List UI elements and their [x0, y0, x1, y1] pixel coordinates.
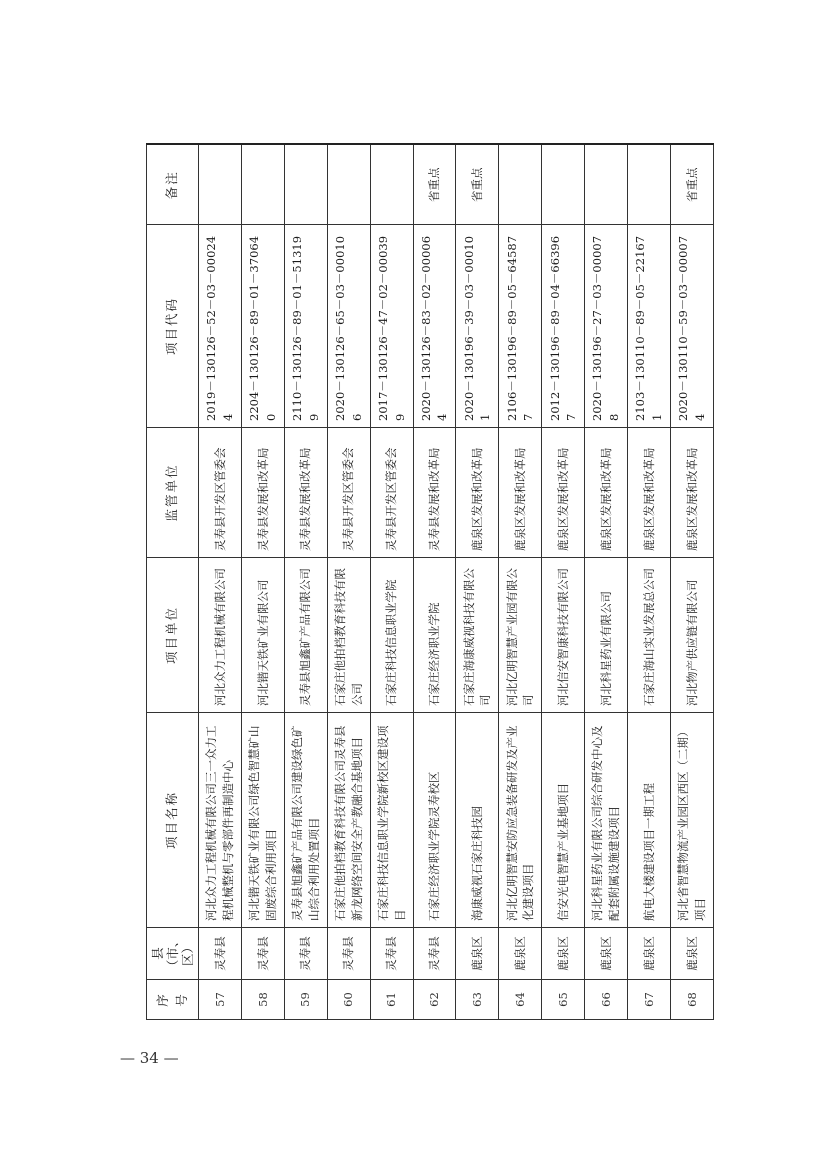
- cell-project-unit: 河北信安智康科技有限公司: [542, 558, 585, 713]
- cell-county: 灵寿县: [199, 928, 242, 980]
- table-row: [327, 145, 370, 1020]
- cell-supervisor: 灵寿县发展和改革局: [241, 428, 284, 558]
- header-seq: 序号: [147, 980, 199, 1020]
- cell-project-unit: 河北众力工程机械有限公司: [199, 558, 242, 713]
- cell-project-name: 河北众力工程机械有限公司三一众力工程机械整机与零部件再制造中心: [199, 713, 242, 928]
- cell-project-unit: 灵寿县旭鑫矿产品有限公司: [284, 558, 327, 713]
- cell-county: 灵寿县: [413, 928, 456, 980]
- table-row: [199, 145, 242, 1020]
- cell-supervisor: 鹿泉区发展和改革局: [628, 428, 671, 558]
- table-row: [499, 145, 542, 1020]
- cell-project-unit: 河北科星药业有限公司: [585, 558, 628, 713]
- cell-remark: [199, 145, 242, 225]
- cell-seq: 64: [499, 980, 542, 1020]
- cell-seq: 57: [199, 980, 242, 1020]
- cell-seq: 66: [585, 980, 628, 1020]
- rotated-table-container: [146, 145, 714, 1020]
- cell-project-code: 2017－130126－47－02－000399: [370, 225, 413, 428]
- cell-project-code: 2106－130196－89－05－645877: [499, 225, 542, 428]
- cell-project-name: 河北锴天铁矿业有限公司绿色智慧矿山固废综合利用项目: [241, 713, 284, 928]
- cell-project-name: 海康威视石家庄科技园: [456, 713, 499, 928]
- page-number: — 34 —: [120, 1049, 179, 1067]
- cell-seq: 61: [370, 980, 413, 1020]
- cell-remark: [241, 145, 284, 225]
- cell-project-code: 2204－130126－89－01－370640: [241, 225, 284, 428]
- header-unit: 项目单位: [147, 558, 199, 713]
- cell-remark: [585, 145, 628, 225]
- cell-remark: [499, 145, 542, 225]
- table-row: [670, 145, 713, 1020]
- cell-supervisor: 鹿泉区发展和改革局: [542, 428, 585, 558]
- cell-supervisor: 鹿泉区发展和改革局: [585, 428, 628, 558]
- cell-seq: 65: [542, 980, 585, 1020]
- cell-supervisor: 灵寿县开发区管委会: [199, 428, 242, 558]
- cell-project-code: 2012－130196－89－04－663967: [542, 225, 585, 428]
- table-row: [413, 145, 456, 1020]
- cell-county: 鹿泉区: [628, 928, 671, 980]
- cell-project-name: 灵寿县旭鑫矿产品有限公司建设绿色矿山综合利用处置项目: [284, 713, 327, 928]
- cell-county: 灵寿县: [241, 928, 284, 980]
- cell-project-unit: 石家庄海康威视科技有限公司: [456, 558, 499, 713]
- header-name: 项目名称: [147, 713, 199, 928]
- cell-project-unit: 河北亿明智慧产业园有限公司: [499, 558, 542, 713]
- cell-remark: [370, 145, 413, 225]
- cell-project-unit: 石家庄科技信息职业学院: [370, 558, 413, 713]
- table-row: [456, 145, 499, 1020]
- cell-seq: 58: [241, 980, 284, 1020]
- header-county: 县 （市、区）: [147, 928, 199, 980]
- cell-seq: 62: [413, 980, 456, 1020]
- table-row: [241, 145, 284, 1020]
- header-supervisor: 监管单位: [147, 428, 199, 558]
- cell-seq: 67: [628, 980, 671, 1020]
- cell-supervisor: 鹿泉区发展和改革局: [456, 428, 499, 558]
- table-row: [370, 145, 413, 1020]
- cell-supervisor: 灵寿县发展和改革局: [284, 428, 327, 558]
- cell-project-unit: 石家庄他拍档教育科技有限公司: [327, 558, 370, 713]
- cell-supervisor: 灵寿县开发区管委会: [370, 428, 413, 558]
- cell-project-name: 石家庄他拍档教育科技有限公司灵寿县新龙网络空间安全产教融合基地项目: [327, 713, 370, 928]
- cell-project-code: 2020－130196－39－03－000101: [456, 225, 499, 428]
- cell-remark: [327, 145, 370, 225]
- table-row: [542, 145, 585, 1020]
- table-row: [585, 145, 628, 1020]
- header-code: 项目代码: [147, 225, 199, 428]
- cell-county: 鹿泉区: [670, 928, 713, 980]
- cell-seq: 60: [327, 980, 370, 1020]
- cell-county: 灵寿县: [327, 928, 370, 980]
- cell-seq: 59: [284, 980, 327, 1020]
- cell-project-name: 航电大楼建设项目一期工程: [628, 713, 671, 928]
- table-row: [284, 145, 327, 1020]
- cell-county: 鹿泉区: [499, 928, 542, 980]
- cell-supervisor: 灵寿县开发区管委会: [327, 428, 370, 558]
- cell-project-code: 2103－130110－89－05－221671: [628, 225, 671, 428]
- cell-project-code: 2019－130126－52－03－000244: [199, 225, 242, 428]
- cell-project-unit: 河北锴天铁矿业有限公司: [241, 558, 284, 713]
- cell-project-code: 2020－130126－83－02－000064: [413, 225, 456, 428]
- cell-remark: 省重点: [670, 145, 713, 225]
- cell-county: 鹿泉区: [542, 928, 585, 980]
- cell-project-unit: 石家庄海山实业发展总公司: [628, 558, 671, 713]
- cell-project-unit: 河北物产供应链有限公司: [670, 558, 713, 713]
- cell-project-name: 河北亿明智慧安防应急装备研发及产业化建设项目: [499, 713, 542, 928]
- cell-remark: 省重点: [413, 145, 456, 225]
- cell-county: 灵寿县: [284, 928, 327, 980]
- project-table: [146, 144, 714, 1021]
- cell-project-code: 2020－130126－65－03－000106: [327, 225, 370, 428]
- header-remark: 备注: [147, 145, 199, 225]
- cell-supervisor: 灵寿县发展和改革局: [413, 428, 456, 558]
- cell-project-name: 信安光电智慧产业基地项目: [542, 713, 585, 928]
- cell-project-unit: 石家庄经济职业学院: [413, 558, 456, 713]
- table-row: [628, 145, 671, 1020]
- cell-project-name: 石家庄经济职业学院灵寿校区: [413, 713, 456, 928]
- cell-project-name: 河北科星药业有限公司综合研发中心及配套附属设施建设项目: [585, 713, 628, 928]
- cell-county: 鹿泉区: [456, 928, 499, 980]
- cell-supervisor: 鹿泉区发展和改革局: [499, 428, 542, 558]
- cell-county: 灵寿县: [370, 928, 413, 980]
- cell-seq: 63: [456, 980, 499, 1020]
- cell-supervisor: 鹿泉区发展和改革局: [670, 428, 713, 558]
- cell-remark: [284, 145, 327, 225]
- cell-remark: 省重点: [456, 145, 499, 225]
- cell-project-code: 2110－130126－89－01－513199: [284, 225, 327, 428]
- cell-project-code: 2020－130110－59－03－000074: [670, 225, 713, 428]
- cell-project-name: 河北省智慧物流产业园区西区（二期）项目: [670, 713, 713, 928]
- cell-project-name: 石家庄科技信息职业学院新校区建设项目: [370, 713, 413, 928]
- cell-seq: 68: [670, 980, 713, 1020]
- cell-remark: [628, 145, 671, 225]
- table-header-row: [147, 145, 199, 1020]
- cell-county: 鹿泉区: [585, 928, 628, 980]
- cell-project-code: 2020－130196－27－03－000078: [585, 225, 628, 428]
- cell-remark: [542, 145, 585, 225]
